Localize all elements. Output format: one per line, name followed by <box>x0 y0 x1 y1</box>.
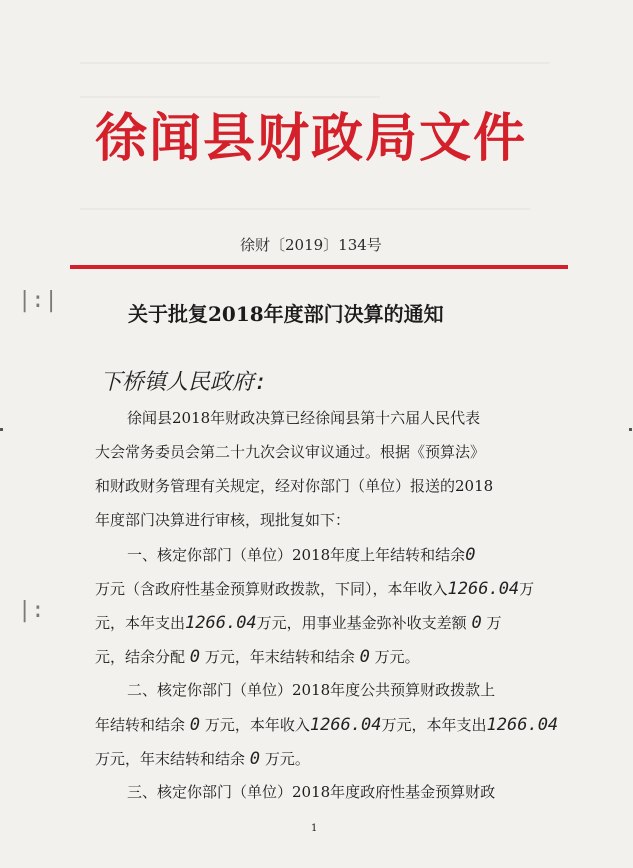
static-text: 万元，本年支出 <box>381 716 487 734</box>
static-text: 万元。 <box>264 750 310 768</box>
handwritten-value: 0 <box>189 715 201 735</box>
show-through-texture <box>80 96 380 98</box>
static-text: 一、核定你部门（单位）2018年度上年结转和结余 <box>127 546 466 564</box>
handwritten-recipient: 下桥镇人民政府: <box>100 370 268 395</box>
header-title: 徐闻县财政局文件 <box>95 109 528 169</box>
item2-line1: 二、核定你部门（单位）2018年度公共预算财政拨款上 <box>127 681 496 699</box>
paragraph-line: 年度部门决算进行审核，现批复如下： <box>95 511 351 529</box>
static-text: 万 <box>486 614 502 632</box>
paragraph-line: 和财政财务管理有关规定，经对你部门（单位）报送的2018 <box>95 477 494 495</box>
handwritten-value: 1266.04 <box>185 613 257 633</box>
static-text: 万元，年末结转和结余 <box>204 648 355 666</box>
item2-line3 <box>95 751 310 768</box>
page-number: 1 <box>311 823 318 834</box>
notice-title: 关于批复2018年度部门决算的通知 <box>128 302 444 326</box>
item3-line1: 三、核定你部门（单位）2018年度政府性基金预算财政 <box>127 783 496 801</box>
static-text: 元，本年支出 <box>95 614 186 632</box>
show-through-texture <box>80 208 530 210</box>
paragraph-line: 徐闻县2018年财政决算已经徐闻县第十六届人民代表 <box>127 409 481 427</box>
item1-line4 <box>95 649 420 666</box>
handwritten-value: 1266.04 <box>309 715 382 735</box>
item1-line2 <box>95 581 534 598</box>
item1-line3 <box>95 615 502 632</box>
static-text: 万 <box>519 580 535 598</box>
static-text: 万元。 <box>374 648 420 666</box>
static-text: 万元，年末结转和结余 <box>95 750 246 768</box>
handwritten-value: 0 <box>359 647 370 667</box>
handwritten-value: 0 <box>249 749 261 769</box>
handwritten-value: 1266.04 <box>486 715 559 735</box>
handwritten-value: 0 <box>471 613 482 633</box>
punch-dot <box>629 428 632 431</box>
handwritten-value: 1266.04 <box>447 579 520 599</box>
static-text: 元，结余分配 <box>95 648 186 666</box>
document-number: 徐财〔2019〕134号 <box>240 236 382 254</box>
item1-line1 <box>127 547 475 564</box>
static-text: 万元，本年收入 <box>204 716 310 734</box>
handwritten-value: 0 <box>465 545 476 565</box>
show-through-texture <box>80 62 550 64</box>
binding-mark: |:| <box>18 288 58 313</box>
static-text: 万元（含政府性基金预算财政拨款，下同），本年收入 <box>95 580 448 598</box>
item2-line2 <box>95 717 558 734</box>
red-divider <box>70 265 568 269</box>
paragraph-line: 大会常务委员会第二十九次会议审议通过。根据《预算法》 <box>95 443 486 461</box>
punch-dot <box>0 428 3 431</box>
static-text: 万元，用事业基金弥补收支差额 <box>256 614 467 632</box>
static-text: 年结转和结余 <box>95 716 186 734</box>
handwritten-value: 0 <box>189 647 201 667</box>
binding-mark: |: <box>18 598 45 623</box>
